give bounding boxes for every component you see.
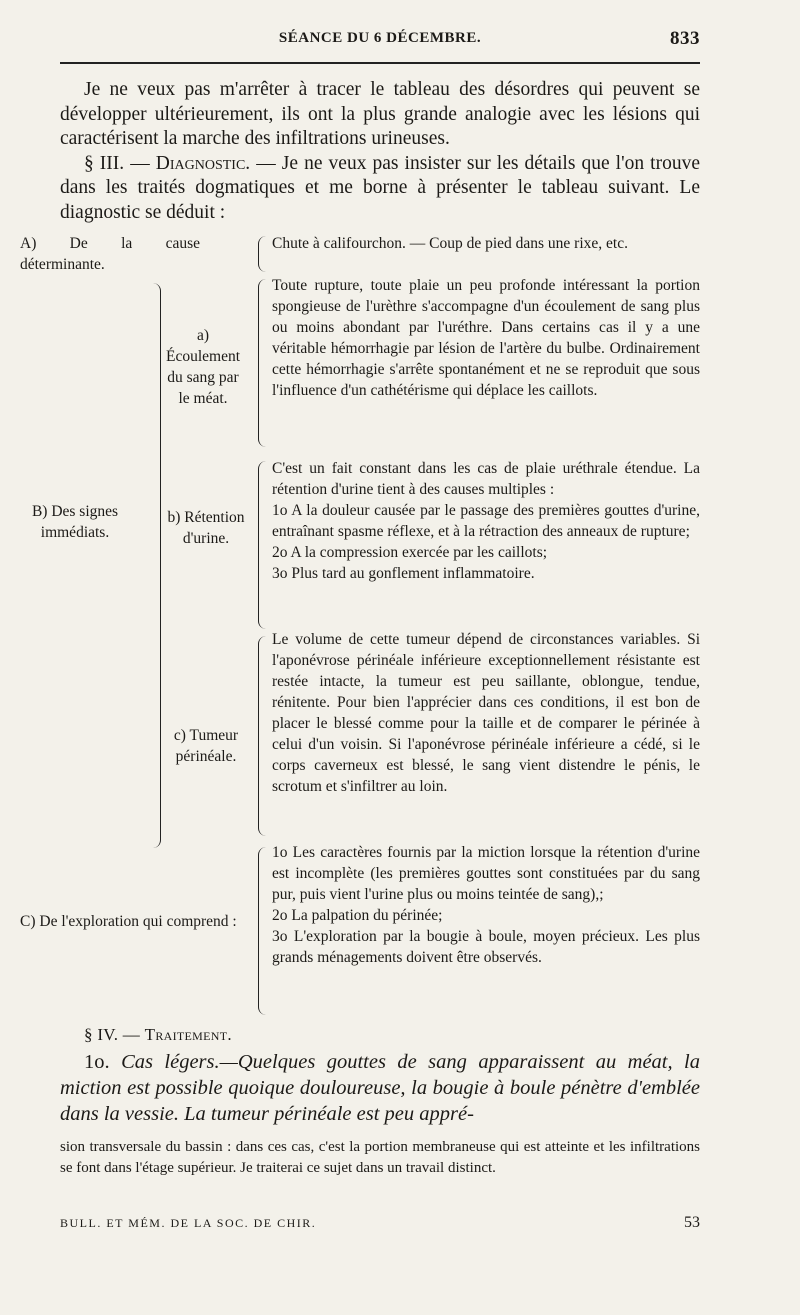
- table-b-b-item-1: 1o A la douleur causée par le passage des premières gouttes d'urine, entraînant spasme réflexe, et à la rétraction des anneaux de rupture;: [272, 502, 700, 540]
- table-c-item-3: 3o L'exploration par la bougie à boule, moyen précieux. Les plus grands ménagements doivent être observés.: [272, 928, 700, 966]
- table-b-b-label: b) Rétention d'urine.: [167, 509, 245, 547]
- section-iv-label: § IV. —: [84, 1025, 145, 1044]
- table-c-label: C) De l'exploration qui comprend :: [20, 913, 237, 930]
- table-b-b-intro: C'est un fait constant dans les cas de plaie uréthrale étendue. La rétention d'urine tient à des causes multiples :: [272, 460, 700, 498]
- page-number: 833: [670, 28, 700, 49]
- table-b-c-text: Le volume de cette tumeur dépend de circonstances variables. Si l'aponévrose périnéale inférieure exceptionnellement résistante est restée intacte, la tumeur est peu saillante, oblongue, tendue, rénitente. Pour bien l'apprécier dans ces conditions, il est bon de placer le blessé comme pour la taille et de comparer le périnée à celui d'un voisin. Si l'aponévrose périnéale inférieure a cédé, si le corps caverneux est blessé, le sang vient distendre le pénis, le scrotum et s'infiltrer au loin.: [272, 631, 700, 795]
- running-title: SÉANCE DU 6 DÉCEMBRE.: [278, 30, 482, 46]
- section-iii-title: Diagnostic.: [155, 152, 251, 174]
- diagnostic-table: [20, 233, 700, 1025]
- brace-b-c: [258, 636, 267, 836]
- journal-name: BULL. ET MÉM. DE LA SOC. DE CHIR.: [60, 1216, 317, 1230]
- page-footer: [60, 1216, 700, 1231]
- brace-b-a: [258, 279, 267, 447]
- page: [20, 28, 701, 1179]
- table-b-a-label: a) Écoulement du sang par le méat.: [165, 327, 241, 407]
- table-b-c-label: c) Tumeur périnéale.: [173, 727, 239, 765]
- treatment-text: Cas légers.—Quelques gouttes de sang apparaissent au méat, la miction est possible quoique douloureuse, la bougie à boule pénètre d'emblée dans la vessie. La tumeur périnéale est peu appré-: [60, 1051, 701, 1125]
- section-iii-text: — Je ne veux pas insister sur les détails que l'on trouve dans les traités dogmatiques et me borne à présenter le tableau suivant. Le diagnostic se déduit :: [60, 152, 700, 223]
- table-b-label: B) Des signes immédiats.: [31, 503, 119, 541]
- table-b-b-item-3: 3o Plus tard au gonflement inflammatoire.: [272, 565, 535, 582]
- brace-b-b: [258, 461, 267, 629]
- section-iii-paragraph: [60, 152, 700, 226]
- table-c-item-1: 1o Les caractères fournis par la miction lorsque la rétention d'urine est incomplète (les premières gouttes sont constituées par du sang pur, puis vient l'urine plus ou moins teintée de sang),;: [272, 844, 700, 903]
- section-iii-label: § III. —: [84, 152, 156, 174]
- header-rule: [60, 62, 700, 64]
- treatment-lead: 1o.: [84, 1051, 122, 1073]
- table-a-text: Chute à califourchon. — Coup de pied dans une rixe, etc.: [272, 235, 628, 252]
- section-iv-heading: [60, 1025, 700, 1045]
- table-a-label: A) De la cause déterminante.: [20, 235, 200, 273]
- treatment-paragraph: [60, 1049, 700, 1127]
- brace-a: [258, 236, 267, 272]
- section-iv-title: Traitement.: [144, 1025, 232, 1044]
- intro-paragraph: Je ne veux pas m'arrêter à tracer le tableau des désordres qui peuvent se développer ultérieurement, ils ont la plus grande analogie avec les lésions qui caractérisent la marche des infiltrations urineuses.: [60, 79, 700, 149]
- signature-mark: 53: [684, 1214, 700, 1231]
- table-b-b-item-2: 2o A la compression exercée par les caillots;: [272, 544, 548, 561]
- table-b-b-block: [272, 458, 700, 584]
- brace-c: [258, 847, 267, 1015]
- running-header: [60, 28, 700, 56]
- footnote: sion transversale du bassin : dans ces cas, c'est la portion membraneuse qui est atteinte et les infiltrations se font dans l'étage supérieur. Je traiterai ce sujet dans un travail distinct.: [60, 1139, 700, 1176]
- table-b-a-text: Toute rupture, toute plaie un peu profonde intéressant la portion spongieuse de l'urèthre s'accompagne d'un écoulement de sang plus ou moins abondant par l'uréthre. Dans certains cas il y a une véritable hémorrhagie par lésion de l'artère du bulbe. Ordinairement cette hémorrhagie s'arrête spontanément et ne se reproduit que sous l'influence d'un cathétérisme qui déplace les caillots.: [272, 277, 700, 399]
- table-c-item-2: 2o La palpation du périnée;: [272, 907, 443, 924]
- table-c-block: [272, 842, 700, 968]
